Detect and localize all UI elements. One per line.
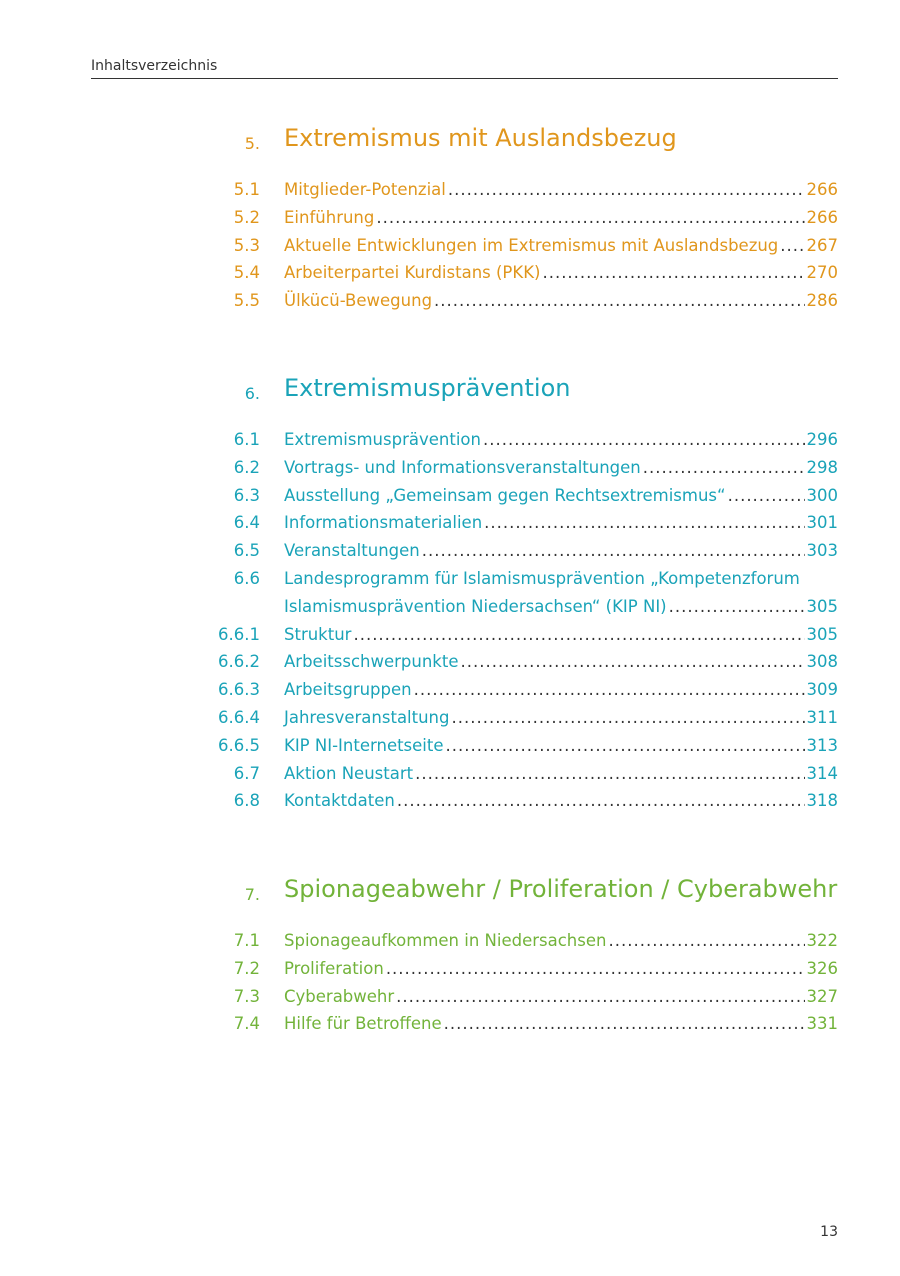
section-number: 5. [244,134,260,153]
section-number: 6. [244,384,260,403]
entry-number: 6.6.2 [218,652,260,672]
entry-title: Arbeiterpartei Kurdistans (PKK) [284,263,541,283]
dot-leader [415,764,804,783]
toc-entry[interactable] [0,208,900,236]
entry-line [284,541,838,560]
toc-entry[interactable] [0,652,900,680]
dot-leader [484,513,804,532]
entry-line [284,458,838,477]
entry-line [284,180,838,199]
entry-line [284,680,838,699]
page-number: 13 [820,1224,838,1240]
dot-leader [444,1014,805,1033]
dot-leader [422,541,805,560]
dot-leader [446,736,805,755]
entry-page: 327 [806,986,838,1006]
toc-entry[interactable] [0,708,900,736]
entry-number: 6.4 [233,513,260,533]
entry-title: Einführung [284,207,375,227]
entry-page: 298 [806,457,838,477]
section-entries [0,430,900,819]
entry-number: 6.6 [233,568,260,588]
entry-line [284,931,838,950]
entry-title: Jahresveranstaltung [284,707,450,727]
entry-number: 6.1 [233,430,260,449]
entry-number: 6.6.4 [218,707,260,727]
toc-entry[interactable] [0,791,900,819]
section-entries [0,931,900,1042]
dot-leader [448,180,805,199]
toc-entry[interactable] [0,180,900,208]
entry-line [284,736,838,755]
dot-leader [608,931,804,950]
entry-page: 309 [806,680,838,700]
entry-page: 305 [806,624,838,644]
toc-entry[interactable] [0,458,900,486]
entry-title: Arbeitsgruppen [284,680,412,700]
entry-line [284,236,838,255]
entry-number: 7.2 [233,958,260,978]
entry-title: Informationsmaterialien [284,513,483,533]
toc-entry[interactable] [0,736,900,764]
entry-line [284,486,838,505]
toc-entry[interactable] [0,486,900,514]
entry-number: 5.2 [233,207,260,227]
toc-entry[interactable] [0,987,900,1015]
dot-leader [452,708,805,727]
dot-leader [396,987,804,1006]
entry-title: Landesprogramm für Islamismusprävention „Kompetenzforum [284,568,800,588]
section-title: Spionageabwehr / Proliferation / Cyberabwehr [284,875,838,903]
dot-leader [386,959,805,978]
entry-title: Aktuelle Entwicklungen im Extremismus mit Auslandsbezug [284,235,779,255]
toc-entry[interactable] [0,931,900,959]
entry-number: 6.3 [233,485,260,505]
entry-title: Cyberabwehr [284,986,395,1006]
entry-line [284,569,838,588]
entry-page: 266 [806,180,838,199]
toc-section-6 [0,374,900,811]
entry-page: 303 [806,541,838,561]
entry-number: 6.5 [233,541,260,561]
entry-title: KIP NI-Internetseite [284,735,444,755]
section-title: Extremismusprävention [284,374,571,402]
toc-entry[interactable] [0,680,900,708]
entry-page: 326 [806,958,838,978]
toc-entry[interactable] [0,959,900,987]
dot-leader [414,680,805,699]
dot-leader [376,208,804,227]
entry-line [284,263,838,282]
entry-title: Hilfe für Betroffene [284,1014,442,1034]
section-number: 7. [244,885,260,904]
entry-title: Arbeitsschwerpunkte [284,652,459,672]
entry-title: Ausstellung „Gemeinsam gegen Rechtsextremismus“ [284,485,726,505]
entry-number: 5.1 [233,180,260,199]
entry-number: 5.4 [233,263,260,283]
entry-number: 6.6.3 [218,680,260,700]
entry-page: 331 [806,1014,838,1034]
entry-line [284,291,838,310]
entry-title: Extremismusprävention [284,430,481,449]
entry-page: 314 [806,763,838,783]
dot-leader [460,652,804,671]
entry-title: Veranstaltungen [284,541,420,561]
dot-leader [669,597,805,616]
entry-title: Mitglieder-Potenzial [284,180,446,199]
entry-title: Kontaktdaten [284,791,395,811]
toc-entry[interactable] [0,1014,900,1042]
entry-page: 318 [806,791,838,811]
toc-entry[interactable] [0,263,900,291]
dot-leader [483,430,805,449]
entry-number: 6.7 [233,763,260,783]
entry-page: 266 [806,207,838,227]
entry-line [284,764,838,783]
dot-leader [434,291,804,310]
entry-title: Aktion Neustart [284,763,414,783]
entry-number: 5.3 [233,235,260,255]
entry-title: Struktur [284,624,352,644]
entry-page: 313 [806,735,838,755]
entry-page: 301 [806,513,838,533]
entry-line [284,597,838,616]
entry-title: Vortrags- und Informationsveranstaltungen [284,457,641,477]
dot-leader [643,458,805,477]
entry-title: Spionageaufkommen in Niedersachsen [284,931,607,950]
entry-page: 322 [806,931,838,950]
entry-number: 7.1 [233,931,260,950]
entry-number: 5.5 [233,291,260,311]
entry-line [284,959,838,978]
section-title: Extremismus mit Auslandsbezug [284,124,677,152]
entry-page: 308 [806,652,838,672]
entry-number: 6.6.5 [218,735,260,755]
entry-title: Ülkücü-Bewegung [284,291,433,311]
entry-line [284,708,838,727]
dot-leader [780,236,804,255]
entry-line [284,625,838,644]
section-entries [0,180,900,319]
entry-number: 6.2 [233,457,260,477]
dot-leader [353,625,804,644]
entry-number: 7.3 [233,986,260,1006]
entry-line [284,513,838,532]
dot-leader [728,486,805,505]
section-heading [0,124,900,164]
entry-line [284,208,838,227]
entry-number: 6.8 [233,791,260,811]
toc-entry[interactable] [0,236,900,264]
entry-title: Islamismusprävention Niedersachsen“ (KIP NI) [284,596,667,616]
toc-entry[interactable] [0,625,900,653]
toc-entry[interactable] [0,541,900,569]
toc-entry[interactable] [0,430,900,458]
entry-line [284,791,838,810]
entry-line [284,430,838,449]
entry-number: 7.4 [233,1014,260,1034]
dot-leader [542,263,804,282]
section-heading [0,374,900,414]
entry-page: 270 [806,263,838,283]
entry-page: 296 [806,430,838,449]
entry-page: 267 [806,235,838,255]
toc-entry[interactable] [0,513,900,541]
toc-entry[interactable] [0,764,900,792]
entry-line [284,1014,838,1033]
running-header: Inhaltsverzeichnis [91,58,838,79]
entry-line [284,987,838,1006]
entry-page: 286 [806,291,838,311]
toc-entry[interactable] [0,569,900,597]
entry-number: 6.6.1 [218,624,260,644]
section-heading [0,875,900,915]
entry-title: Proliferation [284,958,384,978]
toc-entry[interactable] [0,597,900,625]
entry-page: 311 [806,707,838,727]
dot-leader [397,791,805,810]
toc-section-7 [0,875,900,1034]
entry-line [284,652,838,671]
toc-section-5 [0,124,900,311]
entry-page: 305 [806,596,838,616]
toc-entry[interactable] [0,291,900,319]
entry-page: 300 [806,485,838,505]
